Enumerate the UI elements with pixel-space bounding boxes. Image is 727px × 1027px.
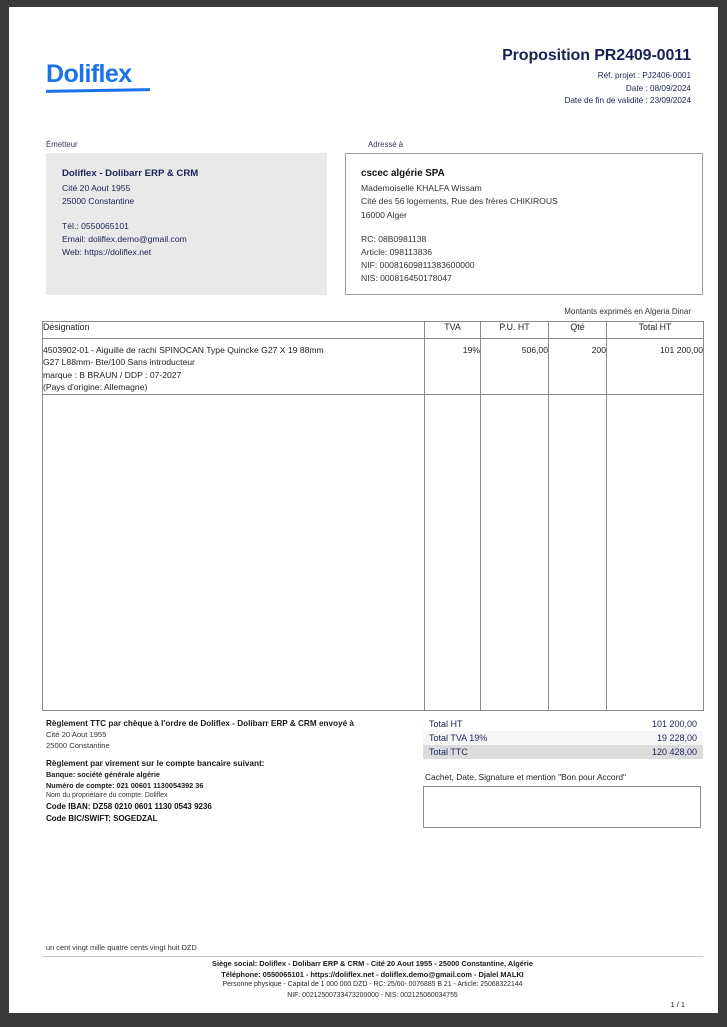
cheque-address-line-2: 25000 Constantine bbox=[46, 740, 110, 750]
payment-terms bbox=[46, 718, 416, 825]
sender-label: Émetteur bbox=[46, 140, 78, 149]
document-footer bbox=[42, 958, 703, 1001]
item-description-line: marque : B BRAUN / DDP : 07-2027 bbox=[43, 369, 182, 380]
footer-legal-address: Siège social: Doliflex - Dolibarr ERP & CRM - Cité 20 Aout 1955 - 25000 Constantine, Algérie bbox=[212, 959, 533, 968]
page-number: 1 / 1 bbox=[670, 1000, 685, 1009]
column-header-designation: Désignation bbox=[43, 322, 425, 339]
logo-underline-bar bbox=[46, 88, 150, 93]
item-description-line: (Pays d'origine: Allemagne) bbox=[43, 382, 148, 393]
sender-spacer bbox=[62, 209, 327, 220]
bank-account-owner: Nom du propriétaire du compte: Doliflex bbox=[46, 792, 168, 799]
sender-address-line-2: 25000 Constantine bbox=[62, 196, 135, 207]
item-description-line: 4503902-01 - Aiguille de rachi SPINOCAN Type Quincke G27 X 19 88mm bbox=[43, 345, 324, 355]
total-tva-label: Total TVA 19% bbox=[429, 733, 488, 743]
transfer-payment-heading: Règlement par virement sur le compte bancaire suivant: bbox=[46, 759, 265, 769]
bank-account-number: Numéro de compte: 021 00601 1130054392 36 bbox=[46, 780, 204, 790]
totals-table bbox=[423, 717, 703, 759]
item-description-line: G27 L88mm- Bte/100 Sans introducteur bbox=[43, 357, 195, 368]
sender-block bbox=[46, 153, 327, 295]
totals-row-ttc bbox=[423, 745, 703, 759]
column-header-total-ht: Total HT bbox=[607, 322, 704, 339]
total-ttc-label: Total TTC bbox=[429, 747, 468, 757]
total-ht-label: Total HT bbox=[429, 719, 463, 729]
totals-row-ht bbox=[423, 717, 703, 731]
recipient-label: Adressé à bbox=[368, 140, 404, 149]
table-row bbox=[43, 339, 704, 395]
document-page bbox=[9, 7, 718, 1013]
recipient-address-line-2: 16000 Alger bbox=[361, 209, 407, 220]
recipient-address-line-1: Cité des 56 logements, Rue des frères CHIKIROUS bbox=[361, 196, 558, 207]
document-date: Date : 08/09/2024 bbox=[625, 83, 691, 93]
sender-address-line-1: Cité 20 Aout 1955 bbox=[62, 183, 131, 194]
sender-web: Web: https://doliflex.net bbox=[62, 247, 152, 258]
recipient-name: cscec algérie SPA bbox=[361, 168, 445, 179]
bank-bic-swift: Code BIC/SWIFT: SOGEDZAL bbox=[46, 814, 158, 823]
footer-tax-ids: NIF: 00212500733473200000 - NIS: 002125060034755 bbox=[287, 991, 458, 999]
bank-iban: Code IBAN: DZ58 0210 0601 1130 0543 9236 bbox=[46, 802, 212, 812]
footer-contact: Téléphone: 0550065101 - https://doliflex.net - doliflex.demo@gmail.com - Djalel MALKI bbox=[221, 970, 524, 979]
column-header-qte: Qté bbox=[549, 322, 607, 339]
item-quantity: 200 bbox=[549, 339, 607, 395]
item-total-ht: 101 200,00 bbox=[607, 339, 704, 395]
table-header-row bbox=[43, 322, 704, 339]
payment-spacer bbox=[46, 751, 416, 758]
validity-date: Date de fin de validité : 23/09/2024 bbox=[564, 96, 691, 105]
total-ttc-value: 120 428,00 bbox=[651, 747, 697, 757]
sender-email: Email: doliflex.demo@gmail.com bbox=[62, 233, 187, 244]
recipient-article: Article: 098113836 bbox=[361, 247, 433, 258]
totals-row-tva bbox=[423, 731, 703, 745]
filler-cell-designation bbox=[43, 394, 425, 710]
recipient-block bbox=[345, 153, 703, 295]
signature-box bbox=[423, 786, 701, 828]
footer-divider bbox=[42, 956, 703, 957]
filler-cell-tva bbox=[425, 394, 481, 710]
sender-phone: Tél.: 0550065101 bbox=[62, 220, 129, 231]
filler-cell-qte bbox=[549, 394, 607, 710]
total-ht-value: 101 200,00 bbox=[651, 719, 697, 729]
column-header-tva: TVA bbox=[425, 322, 481, 339]
line-items-table bbox=[42, 321, 704, 711]
table-filler-row bbox=[43, 394, 704, 710]
item-tva: 19% bbox=[425, 339, 481, 395]
document-header bbox=[502, 47, 691, 108]
company-logo bbox=[46, 62, 150, 92]
item-description bbox=[43, 339, 425, 395]
document-title: Proposition PR2409-0011 bbox=[502, 47, 691, 64]
total-tva-value: 19 228,00 bbox=[656, 733, 697, 743]
recipient-spacer bbox=[361, 222, 702, 233]
recipient-rc: RC: 08B0981138 bbox=[361, 233, 427, 244]
recipient-nis: NIS: 000816450178047 bbox=[361, 273, 452, 284]
cheque-payment-heading: Règlement TTC par chèque à l'ordre de Doliflex - Dolibarr ERP & CRM envoyé à bbox=[46, 719, 354, 728]
signature-label: Cachet, Date, Signature et mention "Bon pour Accord" bbox=[425, 772, 627, 782]
recipient-nif: NIF: 00081609811383600000 bbox=[361, 260, 475, 271]
recipient-contact: Mademoiselle KHALFA Wissam bbox=[361, 183, 482, 194]
filler-cell-total bbox=[607, 394, 704, 710]
item-unit-price: 506,00 bbox=[481, 339, 549, 395]
bank-name: Banque: société générale algérie bbox=[46, 770, 160, 780]
amount-in-words: un cent vingt mille quatre cents vingt huit DZD bbox=[46, 943, 197, 952]
cheque-address-line-1: Cité 20 Aout 1955 bbox=[46, 730, 107, 739]
logo-text: Doliflex bbox=[46, 60, 132, 88]
sender-name: Doliflex - Dolibarr ERP & CRM bbox=[62, 168, 199, 179]
column-header-pu-ht: P.U. HT bbox=[481, 322, 549, 339]
currency-note: Montants exprimés en Algeria Dinar bbox=[564, 307, 691, 316]
filler-cell-pu bbox=[481, 394, 549, 710]
project-reference: Réf. projet : PJ2406-0001 bbox=[597, 71, 691, 80]
footer-legal-info: Personne physique - Capital de 1 000 000 DZD - RC: 25/00- 0076885 B 21 - Article: 25068322144 bbox=[222, 981, 523, 988]
